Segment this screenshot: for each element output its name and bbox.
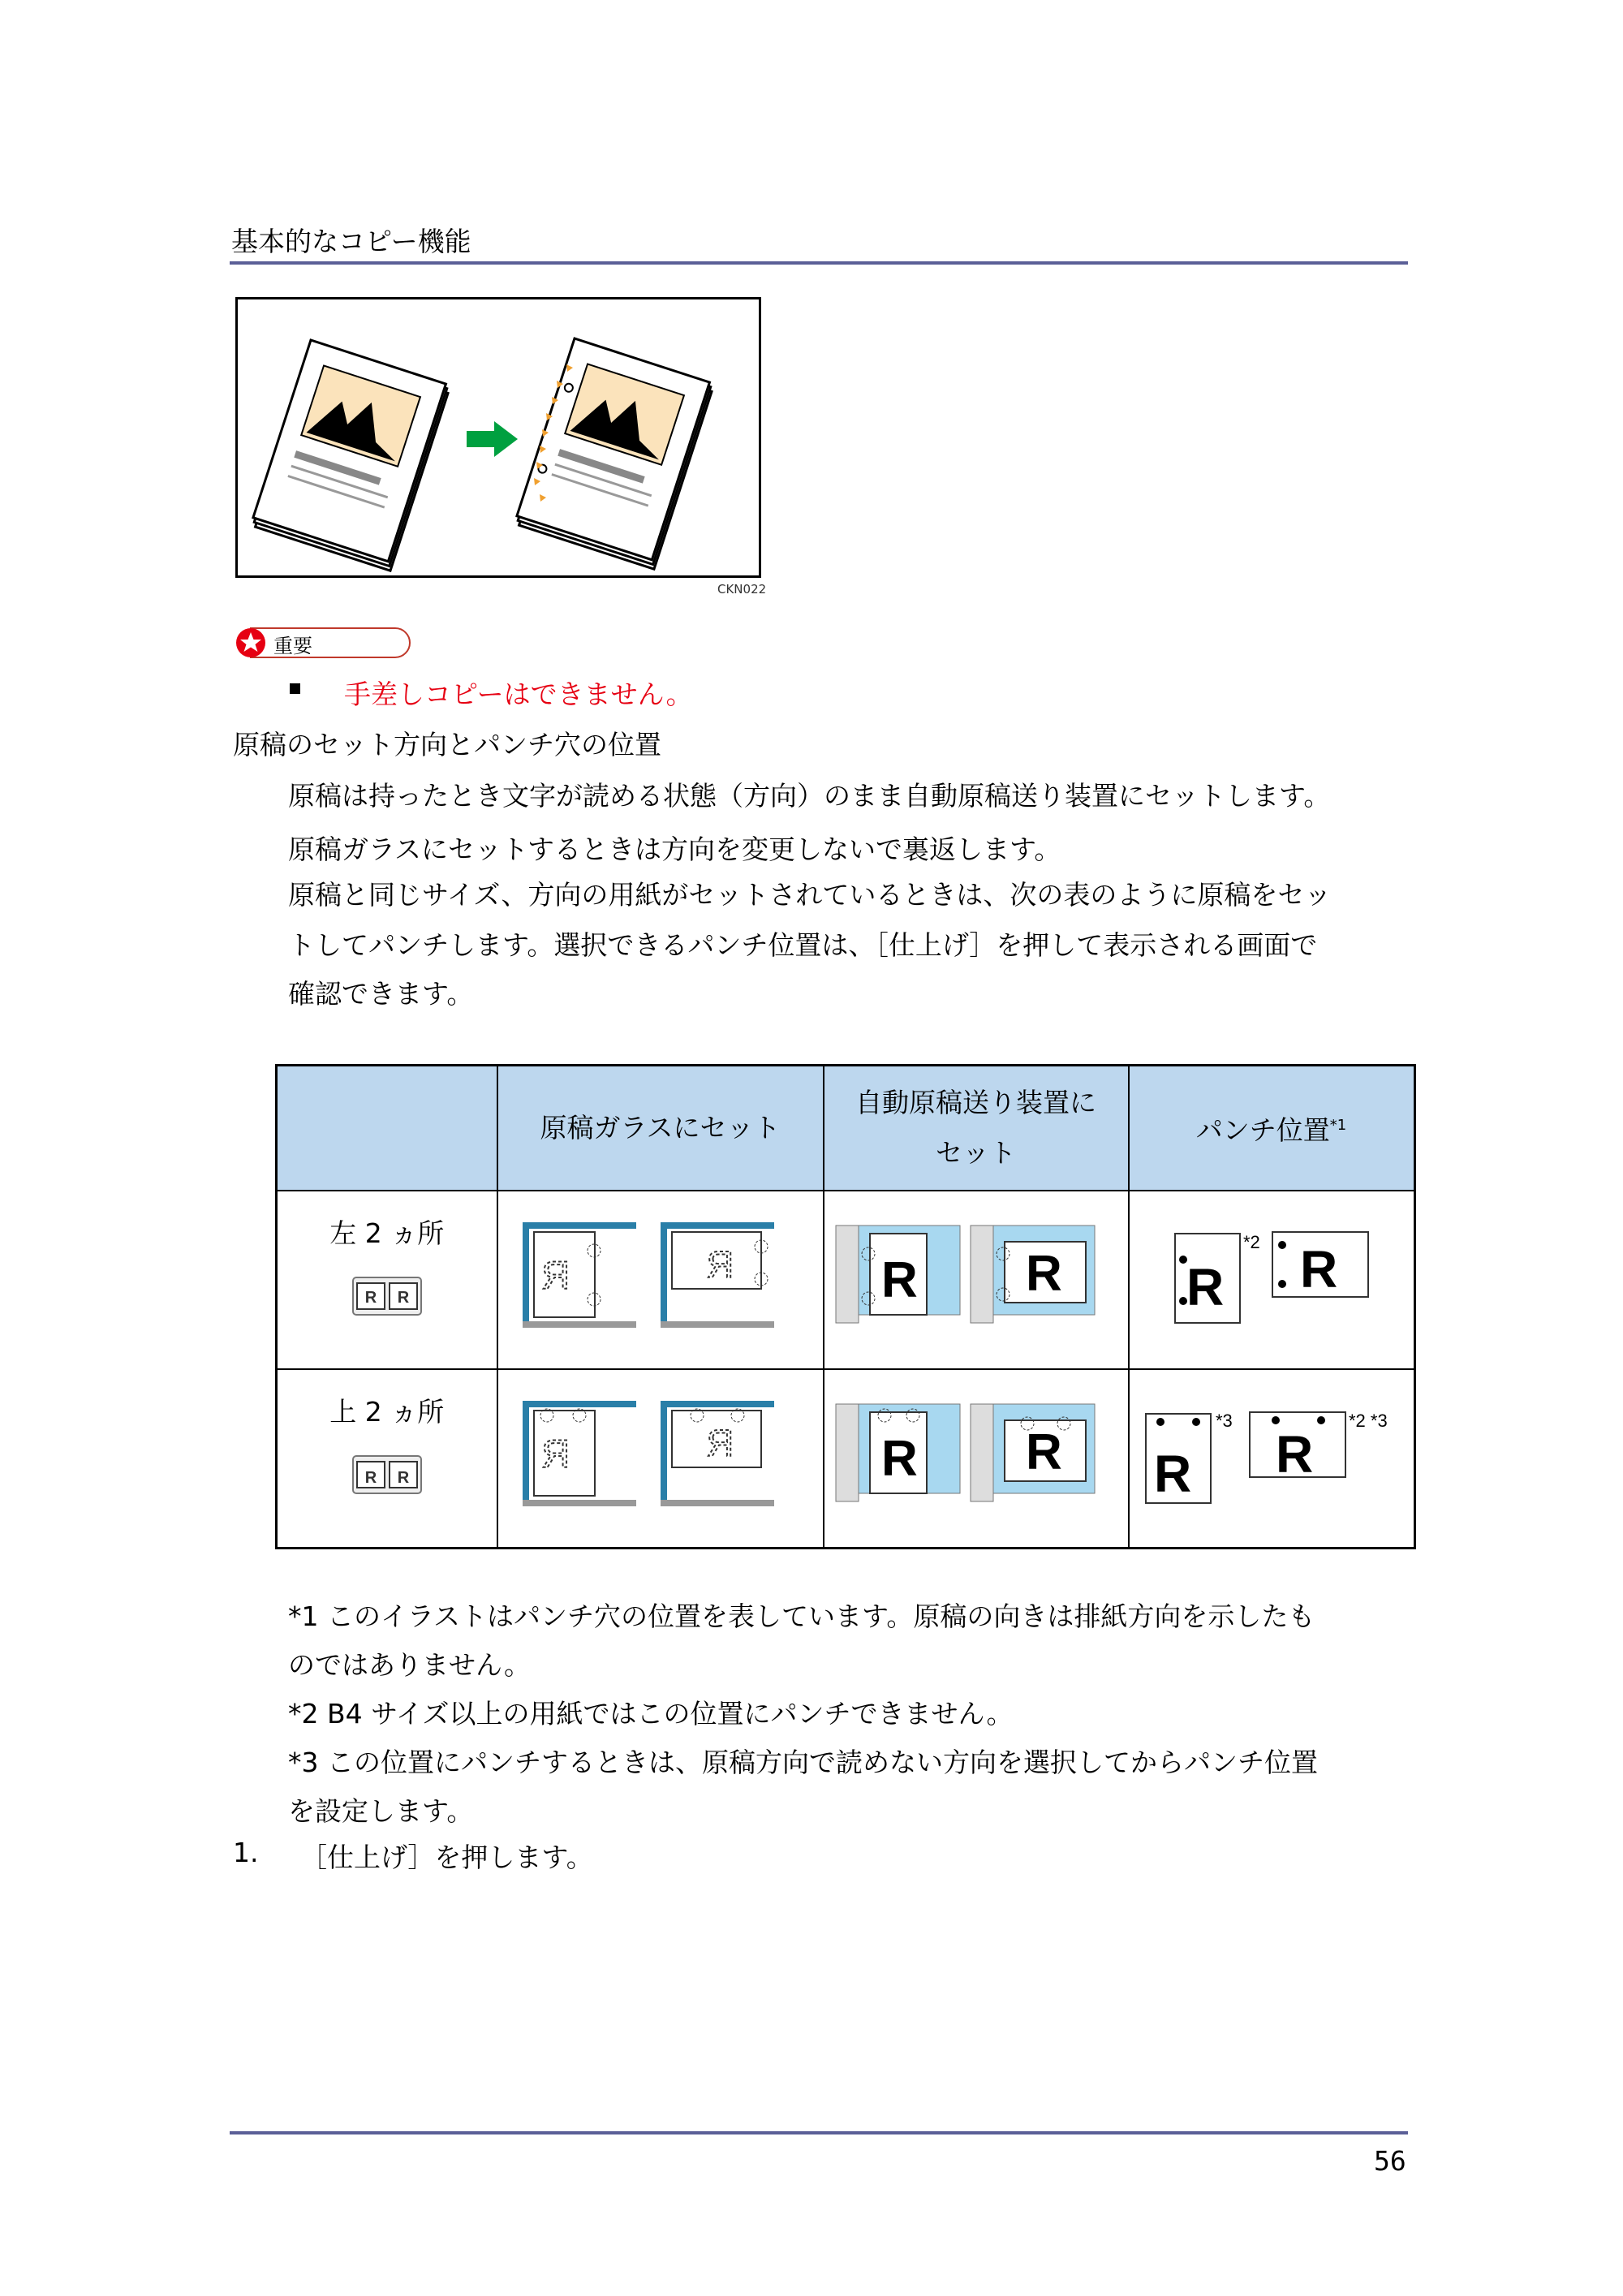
row-label-cell: [277, 1369, 497, 1549]
header-rule: [230, 261, 1408, 265]
svg-text:R: R: [706, 1422, 734, 1464]
header-punch-label: パンチ位置: [1195, 1114, 1330, 1146]
important-badge: [235, 627, 411, 659]
punch-note: *2: [1242, 1232, 1260, 1252]
glass-cell: [497, 1369, 824, 1549]
punch-illustration-svg: [238, 299, 759, 575]
glass-illustration: [498, 1191, 823, 1365]
paragraph-line: 確認できます。: [288, 978, 474, 1010]
page-number: 56: [1374, 2145, 1406, 2177]
header-cell-empty: [277, 1066, 497, 1191]
punch-cell: [1129, 1369, 1415, 1549]
letter-r: R: [1275, 1425, 1313, 1484]
table-row: [277, 1191, 1415, 1369]
header-adf-line1: 自動原稿送り装置に: [855, 1087, 1096, 1118]
header-cell-adf: [824, 1066, 1129, 1191]
step-number: 1.: [233, 1837, 259, 1868]
footnote-ref: *1: [1329, 1117, 1347, 1134]
bullet-icon: [290, 683, 300, 694]
row-label: 左 2 ヵ所: [329, 1217, 445, 1249]
important-label: 重要: [273, 635, 312, 657]
footnote-line: *1 このイラストはパンチ穴の位置を表しています。原稿の向きは排紙方向を示したも: [288, 1600, 1315, 1632]
arrow-icon: [467, 421, 518, 457]
punch-note: *3: [1215, 1411, 1233, 1431]
svg-text:R: R: [397, 1469, 409, 1487]
punch-illustration: [235, 297, 761, 578]
paragraph-line: 原稿と同じサイズ、方向の用紙がセットされているときは、次の表のように原稿をセッ: [288, 879, 1332, 911]
svg-text:R: R: [706, 1243, 734, 1286]
header-adf-line2: セット: [936, 1137, 1016, 1169]
table-header-row: [277, 1066, 1415, 1191]
svg-text:R: R: [540, 1433, 570, 1476]
header-cell-glass: 原稿ガラスにセット: [497, 1066, 824, 1191]
punch-left-key-icon: [352, 1277, 422, 1316]
svg-text:R: R: [364, 1469, 377, 1487]
punch-illustration-cell: [1130, 1191, 1414, 1365]
footnote-line: のではありません。: [288, 1649, 531, 1681]
header-cell-punch: [1129, 1066, 1415, 1191]
adf-illustration: [824, 1191, 1128, 1365]
letter-r: R: [880, 1431, 918, 1487]
footnote-line: *2 B4 サイズ以上の用紙ではこの位置にパンチできません。: [288, 1698, 1014, 1730]
letter-r: R: [880, 1252, 918, 1308]
step-text: ［仕上げ］を押します。: [300, 1842, 593, 1873]
paragraph-line: 原稿は持ったとき文字が読める状態（方向）のまま自動原稿送り装置にセットします。: [288, 780, 1331, 812]
letter-r: R: [1186, 1258, 1224, 1316]
figure-code: CKN022: [717, 582, 767, 597]
row-label: 上 2 ヵ所: [329, 1396, 445, 1428]
svg-text:R: R: [540, 1255, 570, 1298]
svg-text:R: R: [364, 1289, 377, 1307]
letter-r: R: [1025, 1424, 1062, 1480]
adf-cell: [824, 1191, 1129, 1369]
footnote-line: *3 この位置にパンチするときは、原稿方向で読めない方向を選択してからパンチ位置: [288, 1747, 1318, 1778]
punch-top-key-icon: [352, 1455, 422, 1494]
paragraph-line: トしてパンチします。選択できるパンチ位置は、［仕上げ］を押して表示される画面で: [288, 929, 1318, 961]
letter-r: R: [1153, 1445, 1191, 1503]
svg-text:R: R: [397, 1289, 409, 1307]
paragraph-line: 原稿ガラスにセットするときは方向を変更しないで裏返します。: [288, 834, 1061, 865]
letter-r: R: [1025, 1246, 1062, 1302]
footer-rule: [230, 2131, 1408, 2134]
running-header: 基本的なコピー機能: [231, 226, 471, 257]
punch-cell: [1129, 1191, 1415, 1369]
table-row: [277, 1369, 1415, 1549]
glass-illustration: [498, 1370, 823, 1544]
footnote-line: を設定します。: [288, 1795, 474, 1827]
adf-illustration: [824, 1370, 1128, 1544]
punch-position-table: [275, 1064, 1416, 1549]
adf-cell: [824, 1369, 1129, 1549]
important-item: 手差しコピーはできません。: [344, 678, 693, 710]
glass-cell: [497, 1191, 824, 1369]
punch-note: *2 *3: [1348, 1411, 1388, 1431]
letter-r: R: [1299, 1240, 1337, 1299]
punch-illustration-cell: [1130, 1370, 1414, 1544]
row-label-cell: [277, 1191, 497, 1369]
section-heading: 原稿のセット方向とパンチ穴の位置: [233, 729, 661, 760]
